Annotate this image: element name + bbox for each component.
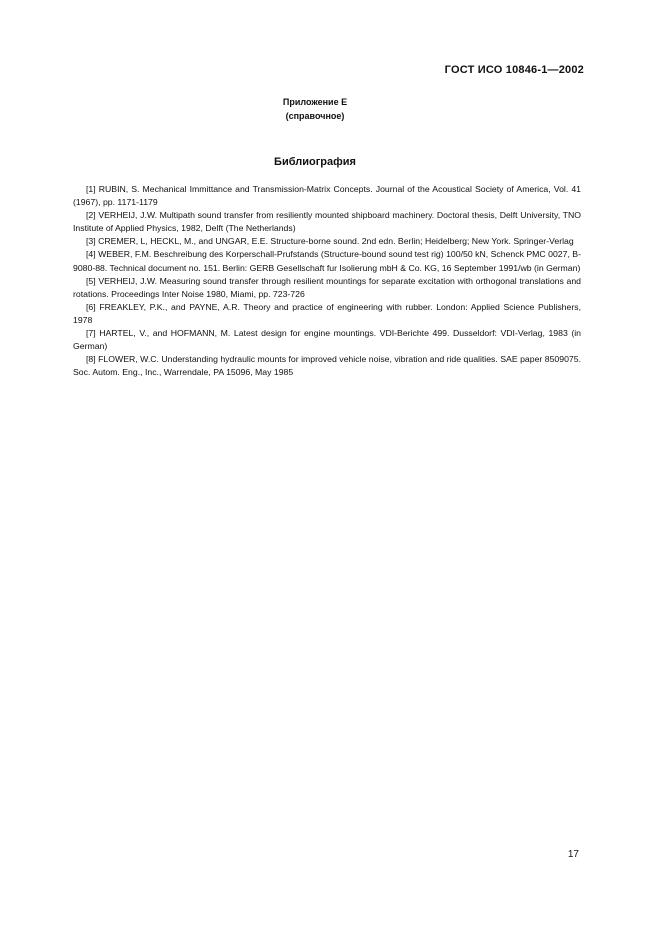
reference-1: [1] RUBIN, S. Mechanical Immittance and Transmission-Matrix Concepts. Journal of the Acoustical Society of America, Vol. 41 (1967), pp. 1171-1179 xyxy=(73,184,581,208)
reference-7: [7] HARTEL, V., and HOFMANN, M. Latest design for engine mountings. VDI-Berichte 499. Dusseldorf: VDI-Verlag, 1983 (in German) xyxy=(73,328,581,352)
reference-2: [2] VERHEIJ, J.W. Multipath sound transfer from resiliently mounted shipboard machinery. Doctoral thesis, Delft University, TNO Institute of Applied Physics, 1982, Delft (The Netherlands) xyxy=(73,210,581,234)
bibliography-list xyxy=(73,183,581,379)
reference-6: [6] FREAKLEY, P.K., and PAYNE, A.R. Theory and practice of engineering with rubber. London: Applied Science Publishers, 1978 xyxy=(73,301,581,325)
bibliography-title: Библиография xyxy=(274,156,356,168)
annex-title: Приложение Е xyxy=(282,97,348,107)
reference-8: [8] FLOWER, W.C. Understanding hydraulic mounts for improved vehicle noise, vibration and ride qualities. SAE paper 8509075. Soc. Autom. Eng., Inc., Warrendale, PA 15096, May 1985 xyxy=(73,354,581,378)
page-number: 17 xyxy=(567,849,579,860)
reference-3: [3] CREMER, L, HECKL, M., and UNGAR, E.E. Structure-borne sound. 2nd edn. Berlin; Heidelberg; New York. Springer-Verlag xyxy=(86,236,574,247)
reference-5: [5] VERHEIJ, J.W. Measuring sound transfer through resilient mountings for separate excitation with orthogonal translations and rotations. Proceedings Inter Noise 1980, Miami, pp. 723-726 xyxy=(73,275,581,299)
document-code: ГОСТ ИСО 10846-1—2002 xyxy=(444,64,584,76)
annex-heading xyxy=(0,95,630,123)
annex-subtitle: (справочное) xyxy=(285,111,345,121)
reference-4: [4] WEBER, F.M. Beschreibung des Korperschall-Prufstands (Structure-bound sound test rig) 100/50 kN, Schenck PMC 0027, B-9080-88. Technical document no. 151. Berlin: GERB Gesellschaft fur Isolierung mbH & Co. KG, 16 September 1991/wb (in German) xyxy=(73,249,581,273)
